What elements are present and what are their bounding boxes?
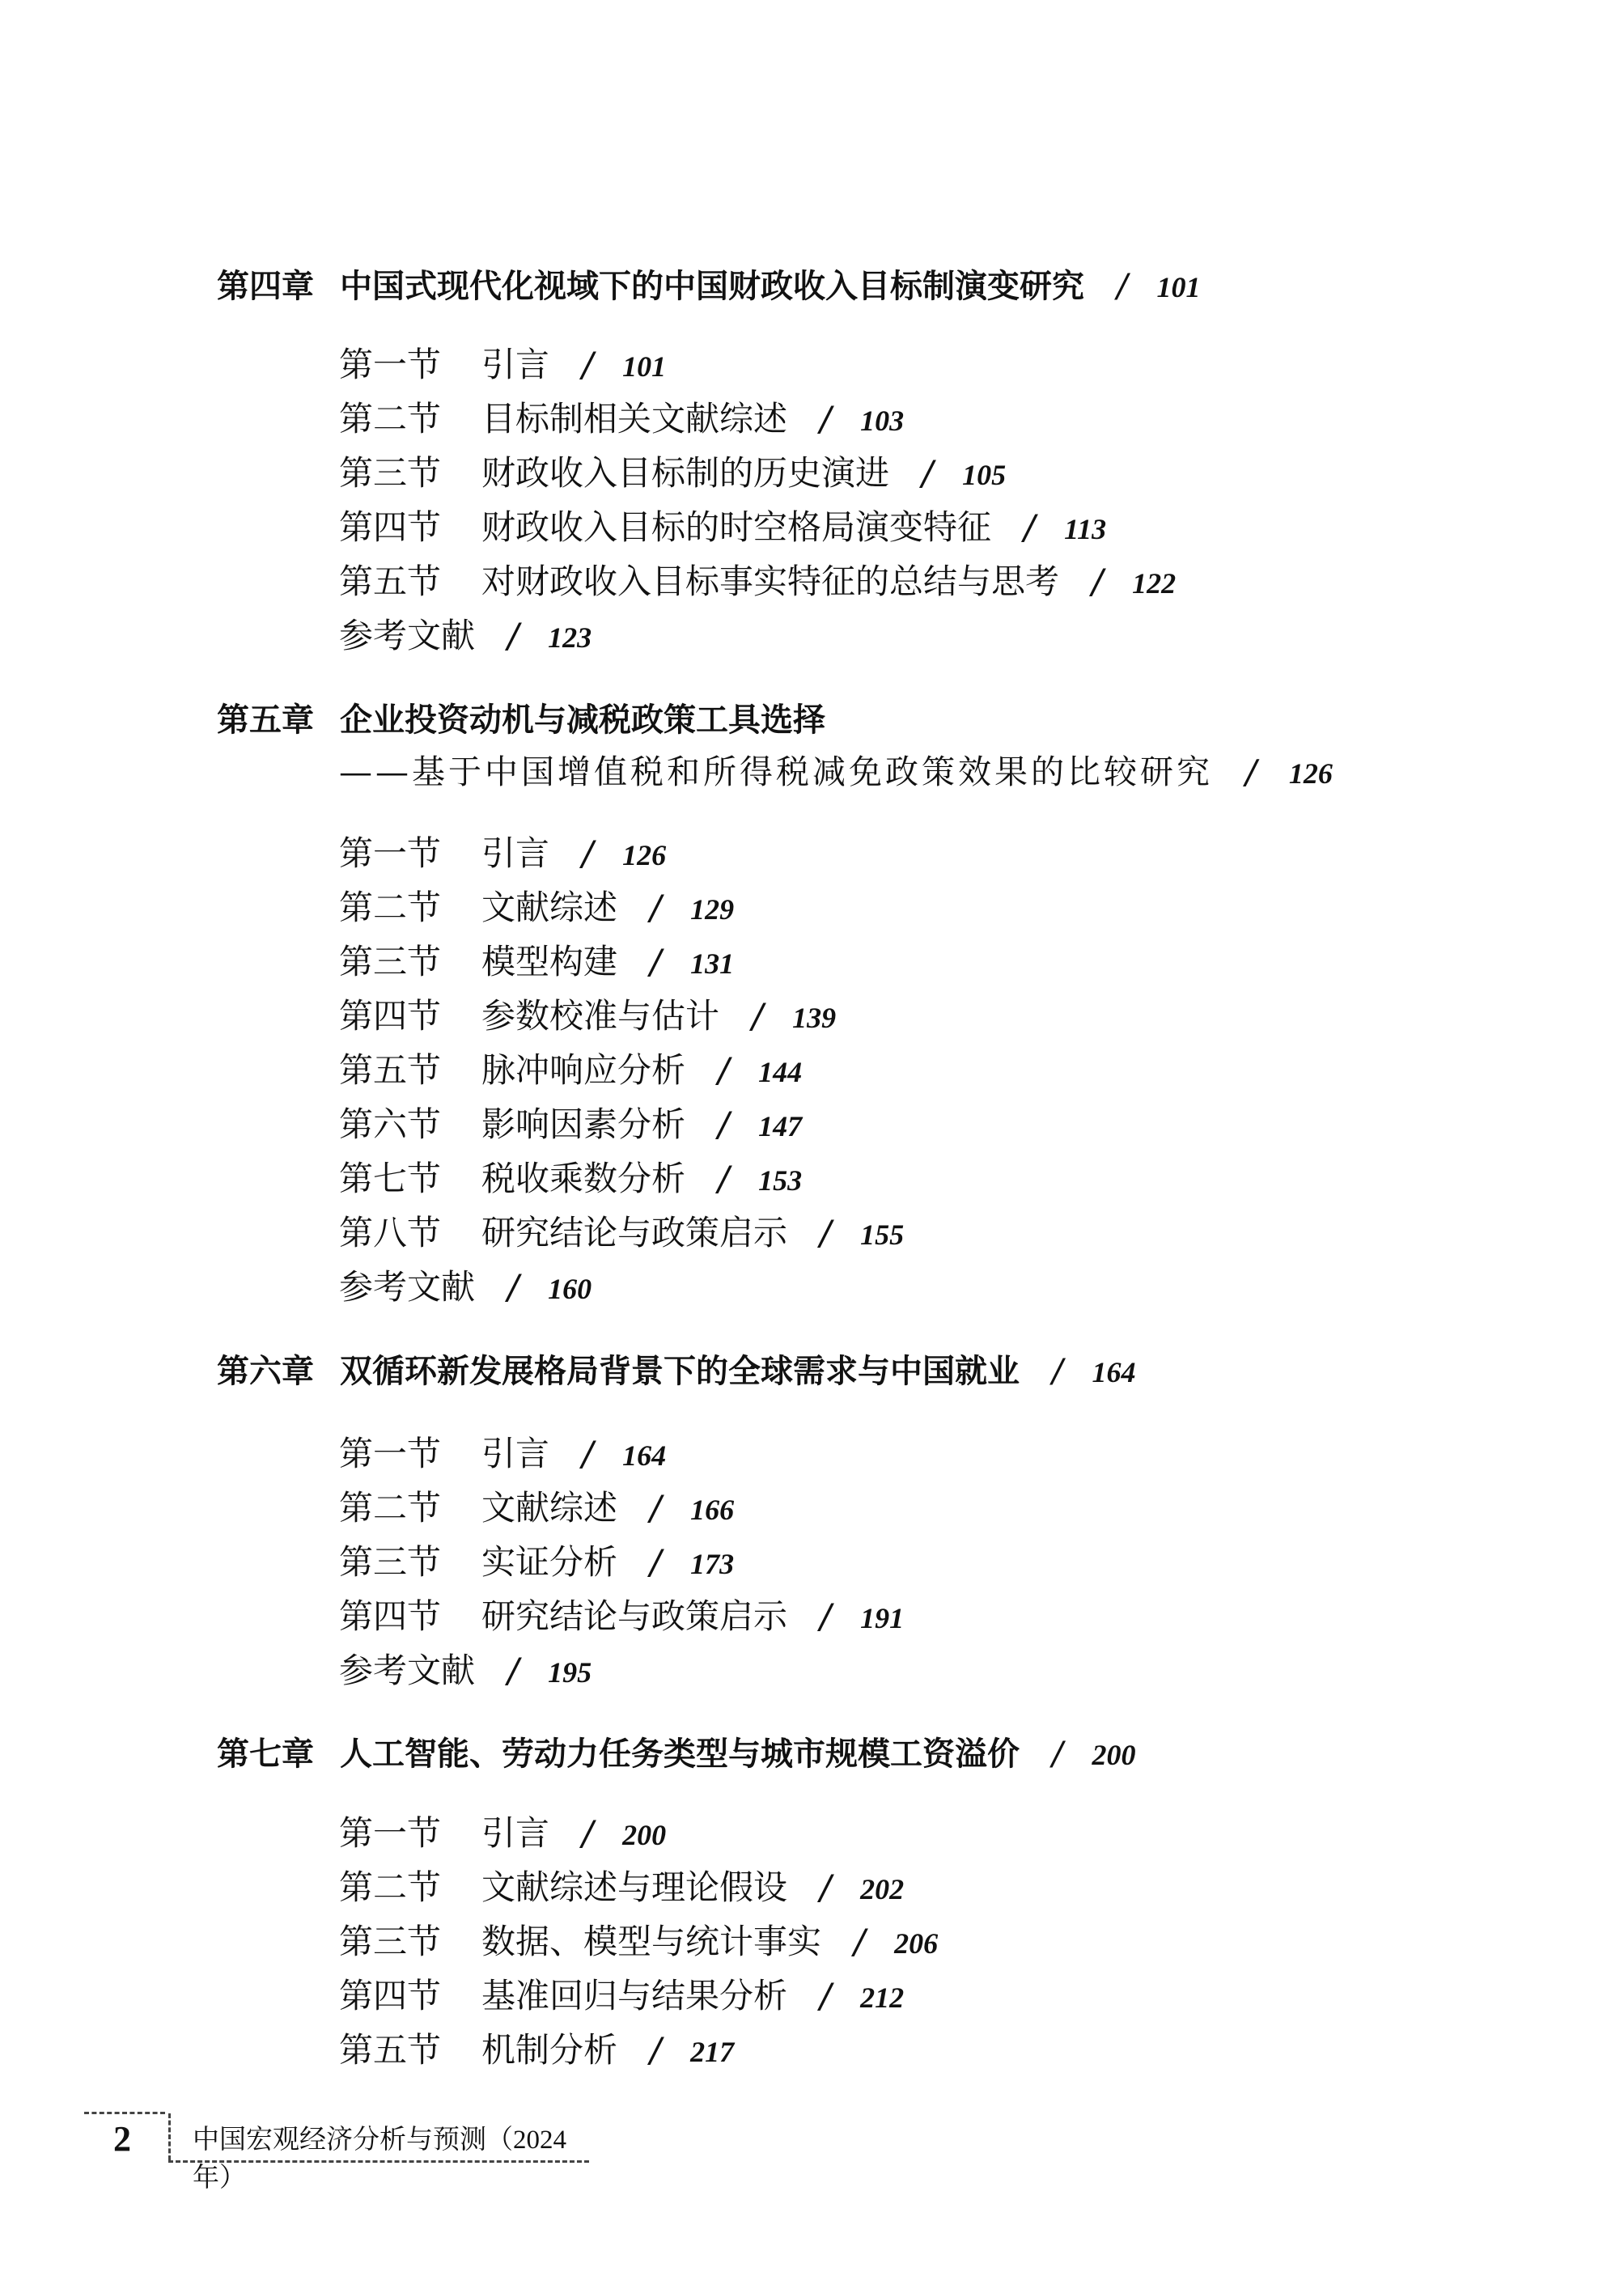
toc-separator: / — [507, 616, 519, 655]
toc-chapter-subtitle[interactable] — [339, 752, 1333, 791]
toc-separator: / — [820, 1596, 832, 1636]
toc-section-entry[interactable] — [339, 1596, 905, 1636]
toc-page-number: 144 — [758, 1056, 803, 1088]
toc-page-number: 101 — [622, 350, 667, 383]
footer-divider-vertical — [168, 2113, 171, 2160]
toc-section-entry[interactable] — [339, 833, 667, 873]
toc-section-entry[interactable] — [339, 562, 1177, 601]
toc-page-number: 217 — [690, 2036, 735, 2068]
toc-entry-number: 第四节 — [339, 1596, 442, 1636]
toc-separator: / — [1052, 1353, 1063, 1390]
toc-page-number: 173 — [690, 1548, 735, 1580]
toc-entry-title: 基准回归与结果分析 — [481, 1976, 788, 2015]
running-title: 中国宏观经济分析与预测（2024 年） — [193, 2126, 566, 2193]
toc-entry-title: 引言 — [481, 345, 550, 384]
toc-separator: / — [752, 996, 764, 1036]
toc-section-entry[interactable] — [339, 2030, 735, 2070]
toc-section-entry[interactable] — [339, 453, 1007, 493]
toc-section-entry[interactable] — [339, 1542, 735, 1582]
toc-entry-number: 第三节 — [339, 453, 442, 493]
toc-entry-title: 引言 — [481, 833, 550, 873]
toc-page-number: 200 — [1092, 1739, 1136, 1771]
toc-entry-title: 数据、模型与统计事实 — [481, 1922, 822, 1961]
toc-entry-title: 参数校准与估计 — [481, 996, 720, 1036]
toc-entry-title: 引言 — [481, 1434, 550, 1473]
toc-entry-number: 第四节 — [339, 507, 442, 547]
toc-entry-number: 第五节 — [339, 562, 442, 601]
toc-entry-number: 第二节 — [339, 1867, 442, 1907]
toc-separator: / — [922, 453, 934, 493]
toc-page-number: 131 — [690, 947, 735, 980]
toc-entry-title: 税收乘数分析 — [481, 1159, 686, 1198]
toc-entry-title: 模型构建 — [481, 942, 618, 981]
toc-entry-number: 第五节 — [339, 1050, 442, 1090]
toc-entry-number: 第三节 — [339, 942, 442, 981]
toc-entry-number: 第三节 — [339, 1922, 442, 1961]
toc-section-entry[interactable] — [339, 1159, 803, 1198]
toc-section-entry[interactable] — [339, 345, 667, 384]
toc-section-entry[interactable] — [339, 399, 905, 439]
toc-page-number: 164 — [1092, 1356, 1136, 1388]
toc-separator: / — [1092, 562, 1104, 601]
toc-entry-title: 引言 — [481, 1813, 550, 1853]
toc-entry-number: 第二节 — [339, 888, 442, 927]
toc-separator: / — [650, 2030, 662, 2070]
toc-entry-title: 财政收入目标制的历史演进 — [481, 453, 890, 493]
toc-page-number: 122 — [1132, 567, 1177, 600]
toc-entry-title: 双循环新发展格局背景下的全球需求与中国就业 — [340, 1353, 1020, 1390]
toc-entry-title: 影响因素分析 — [481, 1104, 686, 1144]
toc-entry-title: 中国式现代化视域下的中国财政收入目标制演变研究 — [340, 268, 1084, 305]
toc-entry-number: 第六节 — [339, 1104, 442, 1144]
toc-page-number: 166 — [690, 1494, 735, 1526]
toc-entry-number: 第二节 — [339, 399, 442, 439]
toc-entry-number: 第四章 — [217, 268, 314, 305]
toc-entry-title: ——基于中国增值税和所得税减免政策效果的比较研究 — [339, 752, 1213, 791]
toc-entry-title: 参考文献 — [339, 1651, 476, 1690]
toc-page-number: 129 — [690, 893, 735, 926]
toc-separator: / — [820, 399, 832, 439]
toc-page-number: 101 — [1156, 271, 1201, 303]
toc-separator: / — [718, 1104, 730, 1144]
toc-page-number: 206 — [894, 1927, 939, 1960]
toc-entry-number: 第七章 — [217, 1736, 314, 1773]
toc-separator: / — [650, 888, 662, 927]
toc-page-number: 191 — [860, 1602, 905, 1634]
toc-separator: / — [1024, 507, 1036, 547]
toc-entry-number: 第四节 — [339, 996, 442, 1036]
toc-separator: / — [650, 942, 662, 981]
toc-section-entry[interactable] — [339, 1488, 735, 1528]
toc-page-number: 139 — [792, 1002, 837, 1034]
toc-page-number: 105 — [962, 459, 1007, 491]
toc-entry-number: 第五节 — [339, 2030, 442, 2070]
toc-separator: / — [854, 1922, 866, 1961]
toc-entry-title: 文献综述与理论假设 — [481, 1867, 788, 1907]
toc-section-entry[interactable] — [339, 996, 837, 1036]
toc-page-number: 147 — [758, 1110, 803, 1142]
toc-entry-title: 研究结论与政策启示 — [481, 1213, 788, 1252]
toc-chapter-entry[interactable] — [217, 1736, 1136, 1773]
toc-entry-number: 第一节 — [339, 1813, 442, 1853]
toc-page-number: 160 — [548, 1273, 592, 1305]
toc-separator: / — [507, 1651, 519, 1690]
toc-section-entry[interactable] — [339, 616, 592, 655]
toc-entry-title: 企业投资动机与减税政策工具选择 — [340, 701, 825, 739]
toc-entry-number: 第六章 — [217, 1353, 314, 1390]
toc-entry-number: 第八节 — [339, 1213, 442, 1252]
toc-separator: / — [650, 1488, 662, 1528]
toc-entry-number: 第五章 — [217, 701, 314, 739]
toc-page-number: 155 — [860, 1219, 905, 1251]
toc-section-entry[interactable] — [339, 1976, 905, 2015]
toc-entry-title: 文献综述 — [481, 1488, 618, 1528]
toc-entry-number: 第一节 — [339, 833, 442, 873]
toc-chapter-entry[interactable] — [217, 1355, 1135, 1388]
toc-section-entry[interactable] — [339, 1651, 592, 1690]
toc-entry-title: 脉冲响应分析 — [481, 1050, 686, 1090]
toc-page-number: 126 — [1288, 757, 1333, 790]
toc-entry-title: 实证分析 — [481, 1542, 618, 1582]
toc-page-number: 212 — [860, 1981, 905, 2014]
toc-chapter-entry[interactable] — [217, 701, 825, 739]
toc-separator: / — [1245, 752, 1260, 791]
toc-separator: / — [582, 1813, 594, 1853]
toc-entry-number: 第一节 — [339, 345, 442, 384]
toc-section-entry[interactable] — [339, 507, 1107, 547]
toc-separator: / — [820, 1976, 832, 2015]
toc-page-number: 103 — [860, 405, 905, 437]
toc-separator: / — [1117, 268, 1128, 305]
toc-entry-title: 人工智能、劳动力任务类型与城市规模工资溢价 — [340, 1736, 1020, 1773]
toc-entry-number: 第一节 — [339, 1434, 442, 1473]
footer-divider-bottom — [168, 2160, 589, 2163]
page-footer — [113, 2112, 599, 2193]
toc-page-number: 195 — [548, 1656, 592, 1689]
toc-separator: / — [820, 1867, 832, 1907]
toc-entry-number: 第三节 — [339, 1542, 442, 1582]
toc-entry-number: 第四节 — [339, 1976, 442, 2015]
toc-separator: / — [582, 1434, 594, 1473]
toc-entry-title: 参考文献 — [339, 1267, 476, 1307]
toc-separator: / — [507, 1267, 519, 1307]
toc-separator: / — [1052, 1736, 1063, 1773]
toc-entry-title: 研究结论与政策启示 — [481, 1596, 788, 1636]
toc-separator: / — [582, 833, 594, 873]
toc-section-entry[interactable] — [339, 1213, 905, 1252]
toc-separator: / — [582, 345, 594, 384]
toc-section-entry[interactable] — [339, 1922, 939, 1961]
toc-section-entry[interactable] — [339, 942, 735, 981]
toc-entry-title: 目标制相关文献综述 — [481, 399, 788, 439]
toc-entry-title: 参考文献 — [339, 616, 476, 655]
toc-page-number: 164 — [622, 1439, 667, 1472]
toc-section-entry[interactable] — [339, 1104, 803, 1144]
toc-section-entry[interactable] — [339, 1867, 905, 1907]
toc-section-entry[interactable] — [339, 888, 735, 927]
toc-separator: / — [650, 1542, 662, 1582]
toc-section-entry[interactable] — [339, 1813, 667, 1853]
toc-entry-number: 第七节 — [339, 1159, 442, 1198]
toc-entry-number: 第二节 — [339, 1488, 442, 1528]
toc-entry-title: 对财政收入目标事实特征的总结与思考 — [481, 562, 1060, 601]
toc-entry-title: 机制分析 — [481, 2030, 618, 2070]
toc-page-number: 200 — [622, 1819, 667, 1851]
toc-separator: / — [718, 1159, 730, 1198]
toc-page-number: 123 — [548, 621, 592, 654]
toc-entry-title: 文献综述 — [481, 888, 618, 927]
toc-section-entry[interactable] — [339, 1434, 667, 1473]
toc-separator: / — [820, 1213, 832, 1252]
page-number: 2 — [113, 2119, 131, 2159]
toc-page-number: 126 — [622, 839, 667, 871]
toc-section-entry[interactable] — [339, 1050, 803, 1090]
footer-divider-left — [84, 2112, 165, 2114]
toc-page-number: 202 — [860, 1873, 905, 1905]
toc-separator: / — [718, 1050, 730, 1090]
toc-page-number: 113 — [1064, 513, 1107, 545]
toc-entry-title: 财政收入目标的时空格局演变特征 — [481, 507, 992, 547]
toc-page-number: 153 — [758, 1164, 803, 1197]
toc-chapter-entry[interactable] — [217, 270, 1200, 303]
toc-section-entry[interactable] — [339, 1267, 592, 1307]
